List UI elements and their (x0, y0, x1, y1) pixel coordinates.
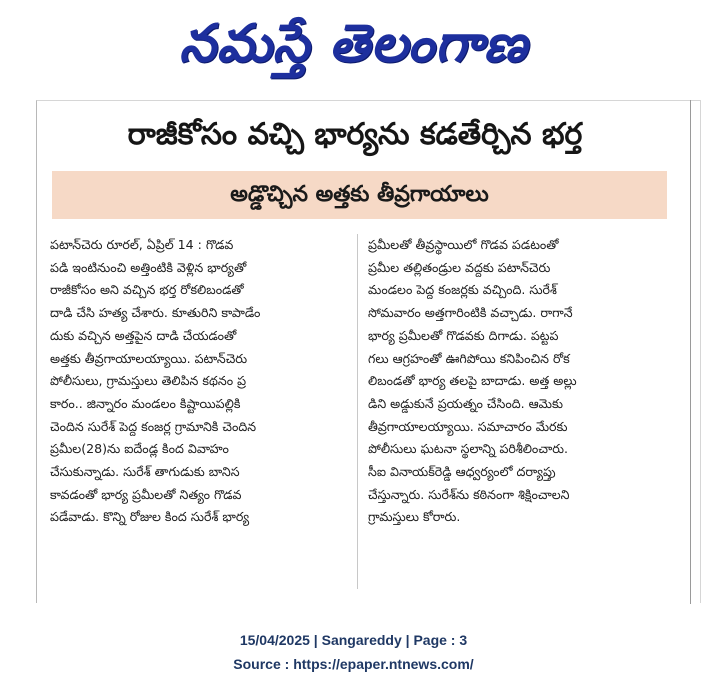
article-left-column (50, 234, 348, 529)
right-column-line: మండలం పెద్ద కంజర్లకు వచ్చింది. సురేశ్‌ (368, 282, 557, 298)
right-column-line: లిబండతో భార్య తలపై బాదాడు. అత్త అల్లు (368, 373, 577, 389)
left-column-line: చేసుకున్నాడు. సురేశ్‌ తాగుడుకు బానిస (50, 464, 240, 480)
masthead (0, 0, 707, 90)
left-column-line: పడేవాడు. కొన్ని రోజుల కింద సురేశ్‌ భార్య (50, 509, 250, 525)
right-column-line: సోమవారం అత్తగారింటికి వచ్చాడు. రాగానే (368, 305, 573, 321)
right-column-line: డిని అడ్డుకునే ప్రయత్నం చేసింది. ఆమెకు (368, 395, 563, 411)
article-headline: రాజీకోసం వచ్చి భార్యను కడతేర్చిన భర్త (127, 117, 583, 152)
left-column-line: అత్తకు తీవ్రగాయాలయ్యాయి. పటాన్‌చెరు (50, 350, 248, 366)
article-clipping-edge (690, 100, 691, 604)
left-column-line: దాడి చేసి హత్య చేశారు. కూతురిని కాపాడేం (50, 305, 261, 321)
article-subheadline: అడ్డొచ్చిన అత్తకు తీవ్రగాయాలు (230, 182, 489, 207)
right-column-line: తీవ్రగాయాలయ్యాయి. సమాచారం మేరకు (368, 418, 568, 434)
right-column-line: ప్రమీలతో తీవ్రస్థాయిలో గొడవ పడటంతో (368, 237, 559, 252)
left-column-line: పడి ఇంటినుంచి అత్తింటికి వెళ్లిన భార్యతో (50, 259, 247, 275)
right-column-line: ప్రమీల తల్లితండ్రుల వద్దకు పటాన్‌చెరు (368, 259, 551, 275)
column-divider (357, 234, 358, 589)
right-column-line: భార్య ప్రమీలతో గొడవకు దిగాడు. పట్టప (368, 327, 559, 343)
left-column-line: ప్రమీల(28)ను ఐదేండ్ల కింద వివాహం (50, 441, 229, 457)
left-column-line: చెందిన సురేశ్‌ పెద్ద కంజర్ల గ్రామానికి చెందిన (50, 418, 257, 434)
left-column-line: కారం.. జిన్నారం మండలం కిష్టాయిపల్లికి (50, 395, 241, 411)
newspaper-logo-title: నమస్తే తెలంగాణ (179, 13, 528, 74)
left-column-line: దుకు వచ్చిన అత్తపైన దాడి చేయడంతో (50, 327, 237, 343)
right-column-line: గలు ఆగ్రహంతో ఊగిపోయి కనిపించిన రోక (368, 350, 570, 366)
left-column-line: రాజీకోసం అని వచ్చిన భర్త రోకలిబండతో (50, 282, 244, 298)
right-column-line: గ్రామస్తులు కోరారు. (368, 509, 461, 525)
right-column-line: సీఐ వినాయక్‌రెడ్డి ఆధ్వర్యంలో దర్యాప్తు (368, 464, 556, 480)
left-column-line: కావడంతో భార్య ప్రమీలతో నిత్యం గొడవ (50, 486, 242, 502)
left-column-line: పోలీసులు, గ్రామస్తులు తెలిపిన కథనం ప్ర (50, 373, 247, 389)
right-column-line: పోలీసులు ఘటనా స్థలాన్ని పరిశీలించారు. (368, 441, 569, 457)
edition-meta-line: 15/04/2025 | Sangareddy | Page : 3 (239, 632, 468, 648)
right-column-line: చేస్తున్నారు. సురేశ్‌ను కఠినంగా శిక్షించాలని (368, 486, 570, 502)
left-column-line: పటాన్‌చెరు రూరల్‌, ఏప్రిల్‌ 14 : గొడవ (50, 237, 234, 252)
article-right-column (368, 234, 690, 529)
source-line: Source : https://epaper.ntnews.com/ (233, 656, 474, 672)
